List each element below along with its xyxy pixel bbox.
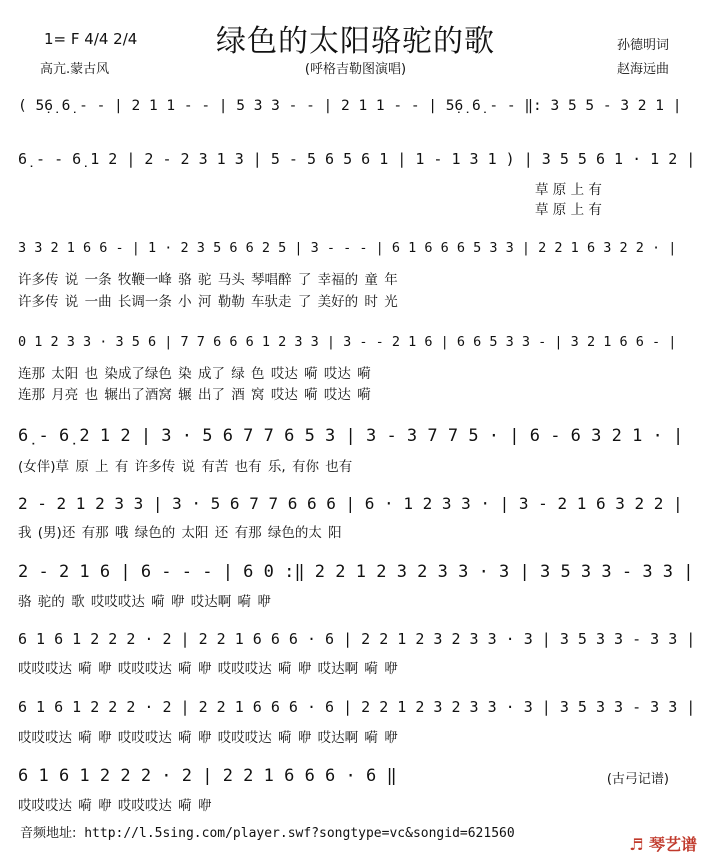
audio-url[interactable]: http://l.5sing.com/player.swf?songtype=vc&songid=621560 <box>84 826 515 841</box>
lyric-line-9: 哎哎哎达 嗬 咿 哎哎哎达 嗬 咿 哎哎哎达 嗬 咿 哎达啊 嗬 咿 <box>18 730 398 746</box>
logo-text: 琴艺谱 <box>648 835 697 854</box>
lyric-line-6: 我 (男)还 有那 哦 绿色的 太阳 还 有那 绿色的太 阳 <box>18 525 342 541</box>
song-title: 绿色的太阳骆驼的歌 <box>216 24 495 59</box>
notation-line-7: 2 - 2 1 6 | 6 - - - | 6 0 :‖ 2 2 1 2 3 2 3 3 · 3 | 3 5 3 3 - 3 3 | <box>18 562 694 582</box>
lyric-line-8: 哎哎哎达 嗬 咿 哎哎哎达 嗬 咿 哎哎哎达 嗬 咿 哎达啊 嗬 咿 <box>18 661 398 677</box>
lyric-line-2b: 草 原 上 有 <box>535 202 602 218</box>
lyric-line-4b: 连那 月亮 也 辗出了酒窝 辗 出了 酒 窝 哎达 嗬 哎达 嗬 <box>18 387 371 403</box>
performer: (呼格吉勒图演唱) <box>304 62 407 77</box>
lyricist: 孙德明词 <box>616 38 669 53</box>
lyric-line-4a: 连那 太阳 也 染成了绿色 染 成了 绿 色 哎达 嗬 哎达 嗬 <box>18 366 371 382</box>
notation-line-5: 6̣ - 6̣ 2 1 2 | 3 · 5 6 7 7 6 5 3 | 3 - 3 7 7 5 · | 6 - 6 3 2 1 · | <box>18 426 684 446</box>
lyric-line-10: 哎哎哎达 嗬 咿 哎哎哎达 嗬 咿 <box>18 798 212 814</box>
notation-line-1: ( 5̣6̣ 6̣ - - | 2 1 1 - - | 5 3 3 - - | 2 1 1 - - | 5̣6̣ 6̣ - - ‖: 3 5 5 - 3 2 1 | <box>18 98 682 114</box>
lyric-line-2a: 草 原 上 有 <box>535 182 602 198</box>
composer: 赵海远曲 <box>616 62 669 77</box>
notation-line-6: 2 - 2 1 2 3 3 | 3 · 5 6 7 7 6 6 6 | 6 · 1 2 3 3 · | 3 - 2 1 6 3 2 2 | <box>18 494 683 513</box>
lyric-line-5: (女伴)草 原 上 有 许多传 说 有苦 也有 乐, 有你 也有 <box>18 459 353 475</box>
notation-line-10: 6 1 6 1 2 2 2 · 2 | 2 2 1 6 6 6 · 6 ‖ <box>18 766 397 786</box>
audio-address-label: 音频地址: <box>20 826 77 841</box>
notation-line-9: 6 1 6 1 2 2 2 · 2 | 2 2 1 6 6 6 · 6 | 2 2 1 2 3 2 3 3 · 3 | 3 5 3 3 - 3 3 | <box>18 698 696 716</box>
style-note: 高亢.蒙古风 <box>40 62 110 77</box>
audio-address <box>20 822 515 841</box>
lyric-line-7: 骆 驼的 歌 哎哎哎达 嗬 咿 哎达啊 嗬 咿 <box>18 594 271 610</box>
notation-line-2: 6̣ - - 6̣ 1 2 | 2 - 2 3 1 3 | 5 - 5 6 5 6 1 | 1 - 1 3 1 ) | 3 5 5 6 1 · 1 2 | <box>18 150 696 168</box>
logo-icon: ♬ <box>629 835 644 854</box>
notation-line-3: 3 3 2 1 6 6 - | 1 · 2 3 5 6 6 2 5 | 3 - - - | 6 1 6 6 6 5 3 3 | 2 2 1 6 3 2 2 · | <box>18 240 677 256</box>
notation-line-8: 6 1 6 1 2 2 2 · 2 | 2 2 1 6 6 6 · 6 | 2 2 1 2 3 2 3 3 · 3 | 3 5 3 3 - 3 3 | <box>18 630 696 648</box>
lyric-line-3a: 许多传 说 一条 牧鞭一峰 骆 驼 马头 琴唱醉 了 幸福的 童 年 <box>18 272 398 288</box>
key-signature: 1= F 4/4 2/4 <box>44 30 138 48</box>
lyric-line-3b: 许多传 说 一曲 长调一条 小 河 勒勒 车驮走 了 美好的 时 光 <box>18 294 398 310</box>
transcriber-note: (古弓记谱) <box>606 772 669 787</box>
notation-line-4: 0 1 2 3 3 · 3 5 6 | 7 7 6 6 6 1 2 3 3 | 3 - - 2 1 6 | 6 6 5 3 3 - | 3 2 1 6 6 - | <box>18 334 677 350</box>
site-logo <box>629 832 697 855</box>
